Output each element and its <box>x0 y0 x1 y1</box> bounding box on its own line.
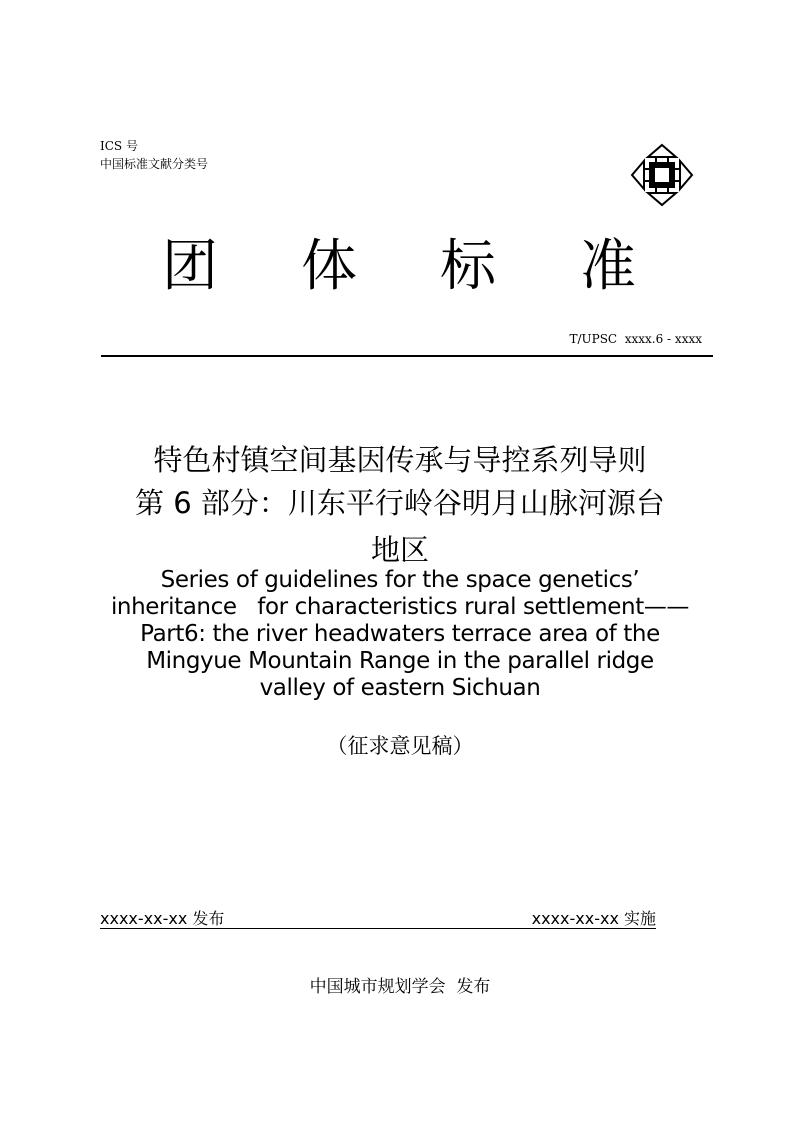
chinese-title-line: 地区 <box>370 533 429 567</box>
english-title-line: Mingyue Mountain Range in the parallel ridge <box>146 648 654 674</box>
title-char: 标 <box>440 234 496 299</box>
draft-note: （征求意见稿） <box>326 734 474 758</box>
title-char: 体 <box>301 234 357 299</box>
implement-date: xxxx-xx-xx 实施 <box>531 909 656 928</box>
english-title-line: Part6: the river headwaters terrace area of the <box>140 621 660 647</box>
date-line <box>100 906 656 929</box>
title-char: 准 <box>580 234 636 299</box>
document-type-title <box>0 232 800 302</box>
classification-label: 中国标准文献分类号 <box>100 157 209 171</box>
header-divider <box>101 355 713 357</box>
english-title-line: inheritance for characteristics rural settlement—— <box>110 594 690 620</box>
chinese-title-line: 特色村镇空间基因传承与导控系列导则 <box>153 443 647 477</box>
publisher: 中国城市规划学会 发布 <box>309 977 491 997</box>
standard-emblem-icon <box>630 143 694 207</box>
title-char: 团 <box>162 234 218 299</box>
english-title-line: valley of eastern Sichuan <box>259 675 541 701</box>
english-title-line: Series of guidelines for the space genetics’ <box>160 567 640 593</box>
standard-number: T/UPSC xxxx.6 - xxxx <box>569 332 702 346</box>
chinese-title-line: 第 6 部分：川东平行岭谷明月山脉河源台 <box>135 486 665 520</box>
publish-date: xxxx-xx-xx 发布 <box>100 909 225 928</box>
ics-label: ICS 号 <box>100 139 138 153</box>
